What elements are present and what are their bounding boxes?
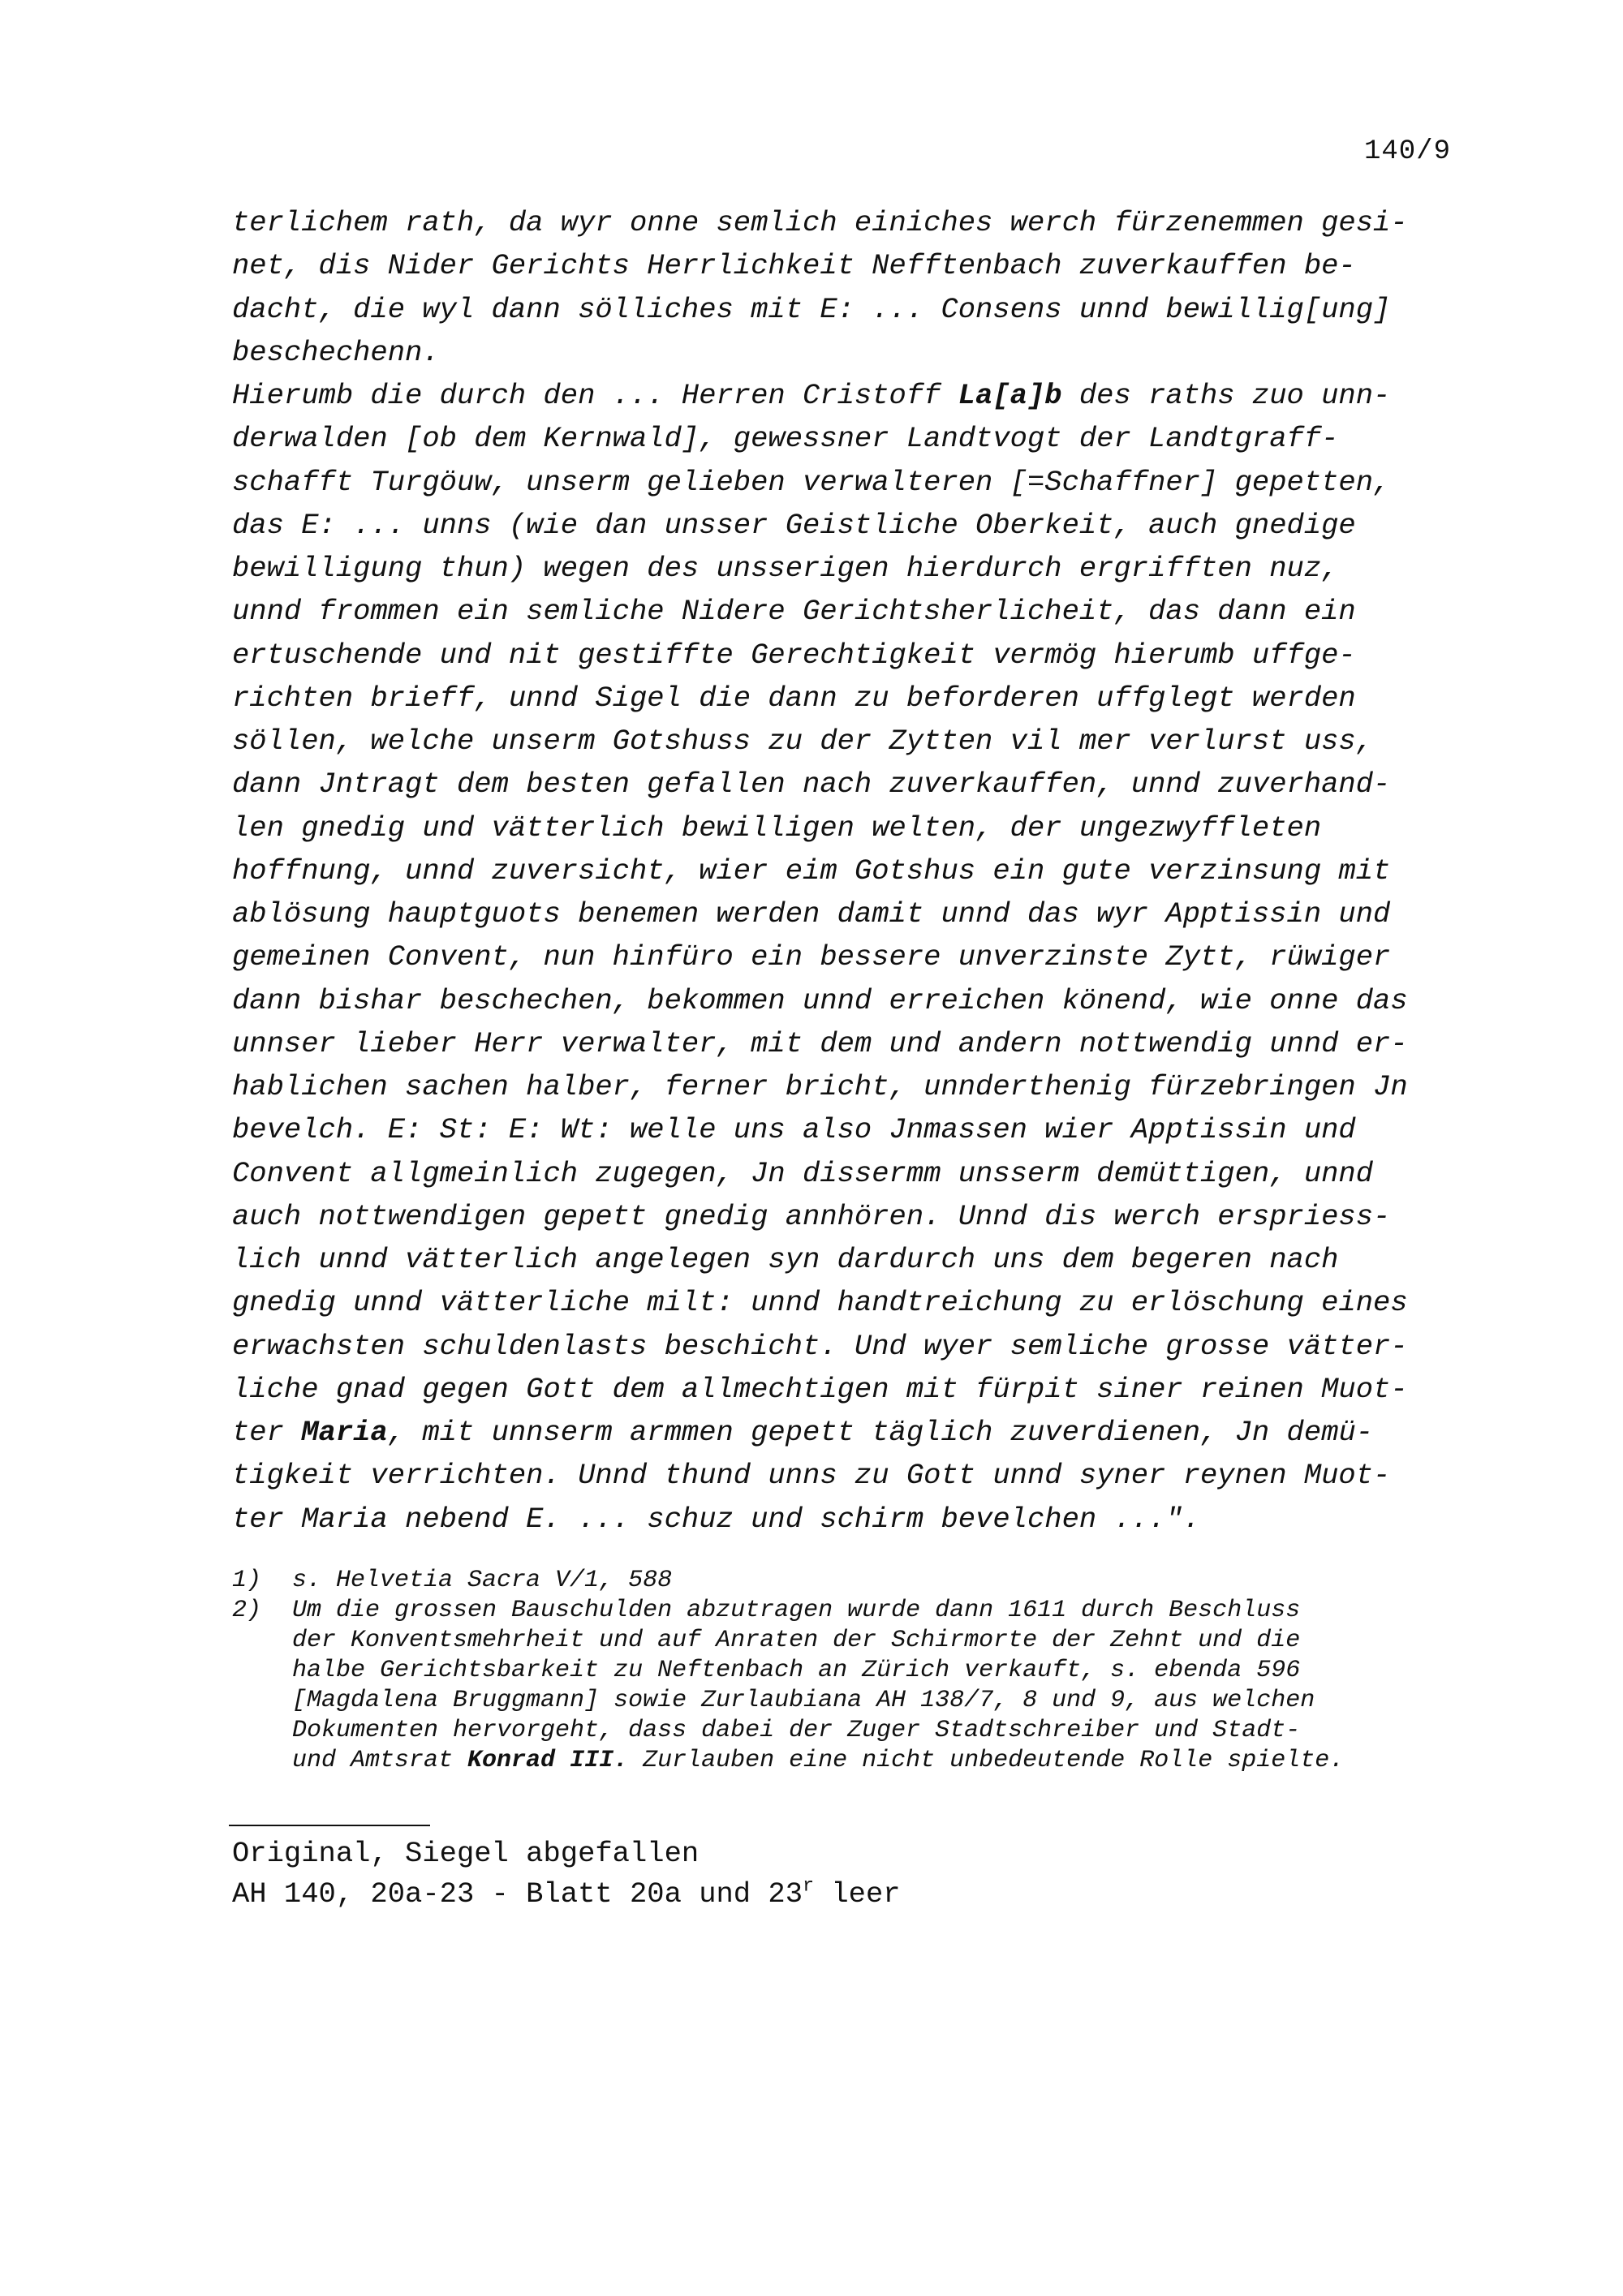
footnote-line [232, 1716, 1482, 1746]
shelfmark-text: AH 140, 20a-23 - Blatt 20a und 23 [232, 1877, 803, 1911]
text-line: söllen, welche unserm Gotshuss zu der Zytten vil mer verlurst uss, [232, 724, 1374, 758]
text-line: lich unnd vätterlich angelegen syn dardurch uns dem begeren nach [232, 1243, 1339, 1276]
text-line: bewilligung thun) wegen des unsserigen hierdurch ergrifften nuz, [232, 552, 1339, 585]
footnote-number: 2) [232, 1597, 262, 1624]
text-line: unnd frommen ein semliche Nidere Gerichtsherlicheit, das dann ein [232, 595, 1356, 629]
text-line: ablösung hauptguots benemen werden damit unnd das wyr Apptissin und [232, 897, 1391, 931]
text-line: net, dis Nider Gerichts Herrlichkeit Nefftenbach zuverkauffen be- [232, 249, 1356, 283]
footnote-text: halbe Gerichtsbarkeit zu Neftenbach an Zürich verkauft, s. ebenda 596 [292, 1657, 1301, 1684]
footnote-line [232, 1566, 1482, 1596]
text-line: len gnedig und vätterlich bewilligen welten, der ungezwyffleten [232, 810, 1322, 845]
footnote-text: s. Helvetia Sacra V/1, 588 [292, 1567, 673, 1594]
text-line: richten brieff, unnd Sigel die dann zu beforderen uffglegt werden [232, 681, 1356, 715]
text-run: des raths zuo unn- [1061, 379, 1391, 412]
text-line: derwalden [ob dem Kernwald], gewessner Landtvogt der Landtgraff- [232, 422, 1339, 456]
text-line: ertuschende und nit gestiffte Gerechtigkeit vermög hierumb uffge- [232, 638, 1356, 672]
text-run: , mit unnserm armmen gepett täglich zuverdienen, Jn demü- [387, 1416, 1374, 1449]
text-line: unnser lieber Herr verwalter, mit dem und andern nottwendig unnd er- [232, 1026, 1408, 1060]
text-line: beschechenn. [232, 335, 440, 369]
footnote-text: [Magdalena Bruggmann] sowie Zurlaubiana AH 138/7, 8 und 9, aus welchen [292, 1687, 1315, 1714]
text-line: Convent allgmeinlich zugegen, Jn dissermm unsserm demüttigen, unnd [232, 1156, 1374, 1190]
page-number: 140/9 [1363, 136, 1451, 167]
footnote-text: und Amtsrat [292, 1747, 468, 1774]
footnote-divider-rule [229, 1825, 430, 1826]
bold-name: Maria [301, 1416, 388, 1449]
shelfmark-suffix: leer [814, 1877, 901, 1911]
text-line: liche gnad gegen Gott dem allmechtigen mit fürpit siner reinen Muot- [232, 1372, 1408, 1406]
footnote-line [232, 1746, 1482, 1776]
footnote-text: Dokumenten hervorgeht, dass dabei der Zuger Stadtschreiber und Stadt- [292, 1717, 1301, 1744]
footnotes-block [232, 1566, 1482, 1776]
text-line: dann bishar beschechen, bekommen unnd erreichen könend, wie onne das [232, 983, 1408, 1017]
footnote-line [232, 1596, 1482, 1626]
text-line: dann Jntragt dem besten gefallen nach zuverkauffen, unnd zuverhand- [232, 767, 1391, 802]
text-line: auch nottwendigen gepett gnedig annhören. Unnd dis werch erspriess- [232, 1199, 1391, 1233]
footnote-number: 1) [232, 1567, 262, 1594]
text-line: hoffnung, unnd zuversicht, wier eim Gotshus ein gute verzinsung mit [232, 853, 1391, 888]
recto-superscript: r [803, 1875, 815, 1898]
text-line: erwachsten schuldenlasts beschicht. Und wyer semliche grosse vätter- [232, 1329, 1408, 1363]
source-line-original: Original, Siegel abgefallen [232, 1837, 700, 1870]
text-line [232, 374, 1466, 417]
text-run: Hierumb die durch den ... Herren Cristoff [232, 379, 958, 412]
text-line: schafft Turgöuw, unserm gelieben verwalteren [=Schaffner] gepetten, [232, 465, 1391, 499]
bold-name: La[a]b [958, 379, 1062, 412]
footnote-line [232, 1686, 1482, 1716]
footnote-line [232, 1656, 1482, 1686]
footnote-text: Um die grossen Bauschulden abzutragen wurde dann 1611 durch Beschluss [292, 1597, 1301, 1624]
footnote-line [232, 1626, 1482, 1656]
text-line: gnedig unnd vätterliche milt: unnd handtreichung zu erlöschung eines [232, 1286, 1408, 1320]
text-line: gemeinen Convent, nun hinfüro ein bessere unverzinste Zytt, rüwiger [232, 940, 1391, 974]
source-note [232, 1834, 901, 1915]
text-run: ter [232, 1416, 302, 1449]
bold-name: Konrad III. [467, 1747, 629, 1774]
text-line: ter Maria nebend E. ... schuz und schirm bevelchen ...". [232, 1502, 1200, 1536]
source-line-shelfmark [232, 1874, 901, 1915]
text-line: das E: ... unns (wie dan unsser Geistliche Oberkeit, auch gnedige [232, 508, 1356, 542]
footnote-text: Zurlauben eine nicht unbedeutende Rolle spielte. [628, 1747, 1345, 1774]
main-text-block [232, 201, 1466, 1541]
text-line: tigkeit verrichten. Unnd thund unns zu Gott unnd syner reynen Muot- [232, 1459, 1391, 1493]
text-line: hablichen sachen halber, ferner bricht, unnderthenig fürzebringen Jn [232, 1070, 1408, 1103]
footnote-text: der Konventsmehrheit und auf Anraten der Schirmorte der Zehnt und die [292, 1627, 1301, 1654]
text-line: bevelch. E: St: E: Wt: welle uns also Jnmassen wier Apptissin und [232, 1113, 1356, 1147]
text-line: dacht, die wyl dann sölliches mit E: ... Consens unnd bewillig[ung] [232, 292, 1391, 326]
text-line: terlichem rath, da wyr onne semlich einiches werch fürzenemmen gesi- [232, 206, 1408, 239]
text-line [232, 1411, 1466, 1454]
